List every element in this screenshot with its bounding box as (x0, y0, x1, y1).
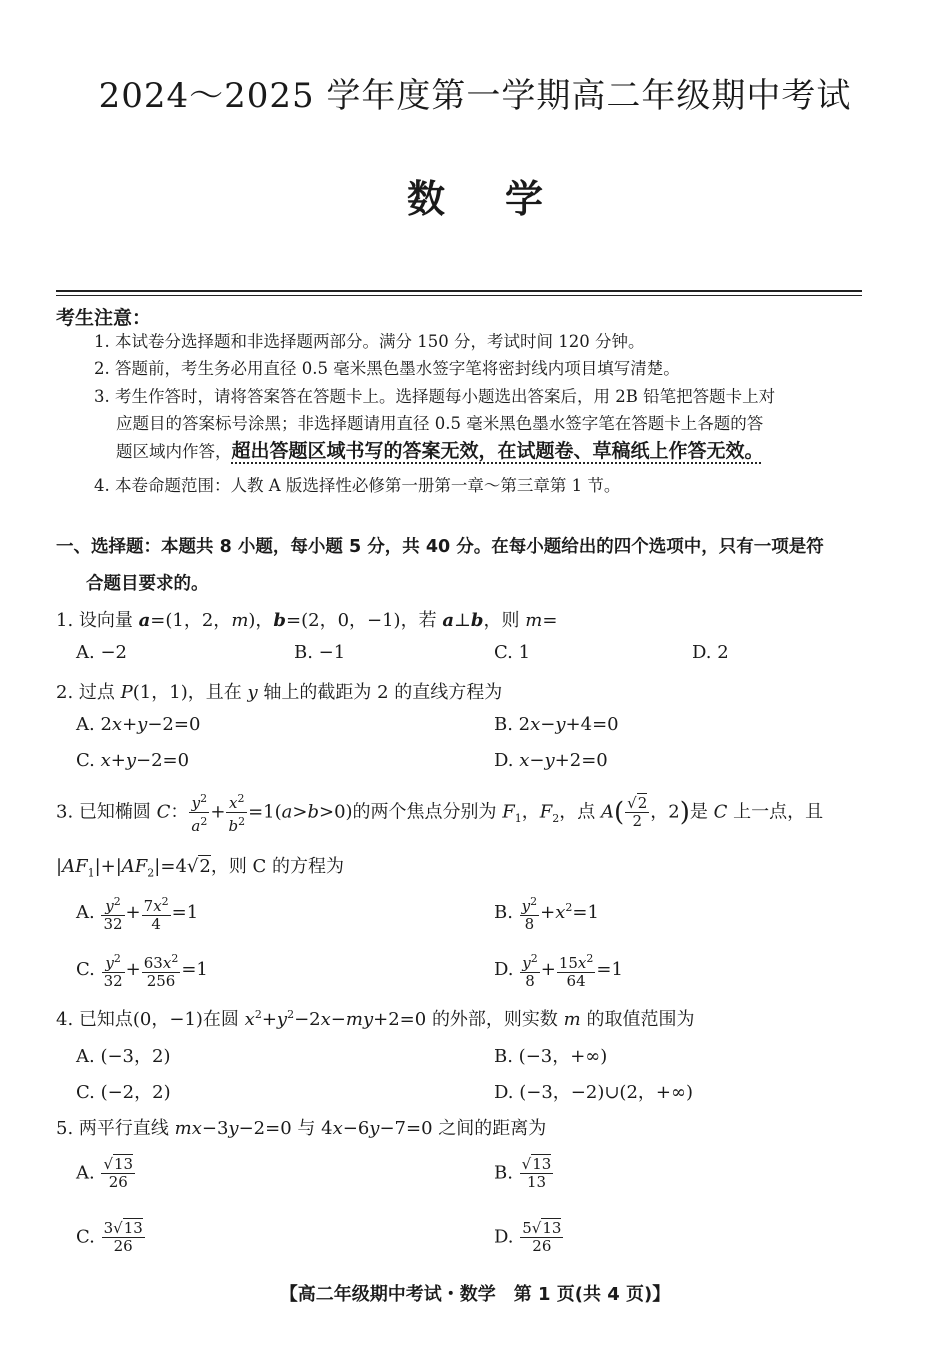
notice-heading: 考生注意： (56, 307, 152, 329)
q5-tail: 之间的距离为 (438, 1118, 547, 1139)
question-2: 2. 过点 P(1，1)，且在 y 轴上的截距为 2 的直线方程为 (56, 682, 503, 703)
notice-item-3b: 应题目的答案标号涂黑；非选择题请用直径 0.5 毫米黑色墨水签字笔在答题卡上各题的答 (116, 414, 764, 433)
q4-text-tail: 的外部，则实数 (431, 1009, 558, 1030)
section-1-heading-cont: 合题目要求的。 (86, 574, 209, 594)
q2-mid: ，且在 (187, 682, 242, 703)
page-footer: 【高二年级期中考试・数学 第 1 页(共 4 页)】 (279, 1284, 671, 1305)
q3-option-a: A. $\frac{y^2}{32}$ + $\frac{7x^2}{4}$ =1 (76, 895, 199, 933)
q4-option-a: A. (−3，2) (76, 1046, 171, 1067)
notice-emphasis: 超出答题区域书写的答案无效，在试题卷、草稿纸上作答无效。 (231, 440, 764, 462)
q4-option-d: D. (−3，−2)∪(2，+∞) (494, 1082, 694, 1103)
notice-item-2: 2. 答题前，考生务必用直径 0.5 毫米黑色墨水签字笔将密封线内项目填写清楚。 (94, 359, 680, 378)
q3-option-c: C. $\frac{y^2}{32}$ + $\frac{63x^2}{256}$ =1 (76, 952, 208, 990)
question-1: 1. 设向量 a=(1，2，m)，b=(2，0，−1)，若 a⊥b，则 m= (56, 610, 558, 631)
q1-option-c: C. 1 (494, 642, 531, 663)
question-3: 3. 已知椭圆 C： $\frac{y^2}{a^2}$ + $\frac{x^2}{b^2}$ =1(a>b>0)的两个焦点分别为 $F_1$，$F_2$，点 A( $\frac{√2}{2}$ ，2)是 C 上一点，且 (56, 792, 824, 835)
q3-option-b: B. $\frac{y^2}{8}$ $+x^2=1$ (494, 895, 599, 933)
q5-option-a: A. $\frac{√13}{26}$ (76, 1155, 134, 1191)
notice-item-3c-text: 题区域内作答， (116, 442, 232, 461)
q5-prefix: 5. 两平行直线 (56, 1118, 169, 1139)
q4-text-pre: 4. 已知点(0，−1)在圆 (56, 1009, 239, 1030)
question-5: 5. 两平行直线 mx−3y−2=0 与 4x−6y−7=0 之间的距离为 (56, 1118, 547, 1139)
notice-item-3a: 3. 考生作答时，请将答案答在答题卡上。选择题每小题选出答案后，用 2B 铅笔把答题卡上对 (94, 387, 776, 406)
exam-title: 2024～2025 学年度第一学期高二年级期中考试 (98, 76, 852, 116)
q2-tail: 轴上的截距为 2 的直线方程为 (263, 682, 503, 703)
q2-option-b: B. 2x−y+4=0 (494, 714, 619, 735)
notice-item-4: 4. 本卷命题范围：人教 A 版选择性必修第一册第一章～第三章第 1 节。 (94, 476, 621, 495)
question-4: 4. 已知点(0，−1)在圆 $x^2+y^2-2x-my+2=0$ 的外部，则实数 m 的取值范围为 (56, 1008, 695, 1030)
q2-option-d: D. x−y+2=0 (494, 750, 608, 771)
q3-line2-tail: ，则 C 的方程为 (210, 856, 345, 877)
q3-option-d: D. $\frac{y^2}{8}$ + $\frac{15x^2}{64}$ =1 (494, 952, 623, 990)
notice-item-3c (116, 438, 891, 465)
notice-item-1: 1. 本试卷分选择题和非选择题两部分。满分 150 分，考试时间 120 分钟。 (94, 332, 645, 351)
q5-mid: 与 (297, 1118, 316, 1139)
q2-prefix: 2. 过点 (56, 682, 115, 703)
q1-option-a: A. −2 (76, 642, 127, 663)
q1-option-d: D. 2 (692, 642, 729, 663)
q5-option-b: B. $\frac{√13}{13}$ (494, 1155, 552, 1191)
question-3-line-2: $|AF_1|+|AF_2|=4√2$，则 C 的方程为 (56, 856, 345, 880)
header-divider (56, 290, 862, 292)
q4-option-c: C. (−2，2) (76, 1082, 171, 1103)
subject-title: 数学 (406, 176, 603, 221)
q5-option-c: C. $\frac{3√13}{26}$ (76, 1219, 143, 1255)
q4-option-b: B. (−3，+∞) (494, 1046, 608, 1067)
header-divider-thin (56, 295, 862, 296)
q1-option-b: B. −1 (294, 642, 346, 663)
q2-option-c: C. x+y−2=0 (76, 750, 190, 771)
q4-text-end: 的取值范围为 (586, 1009, 695, 1030)
q3-prefix: 3. 已知椭圆 (56, 801, 151, 823)
q2-option-a: A. 2x+y−2=0 (76, 714, 201, 735)
section-1-heading: 一、选择题：本题共 8 小题，每小题 5 分，共 40 分。在每小题给出的四个选项中，只有一项是符 (56, 537, 824, 557)
q5-option-d: D. $\frac{5√13}{26}$ (494, 1219, 562, 1255)
q3-tail: 是 (689, 801, 708, 823)
